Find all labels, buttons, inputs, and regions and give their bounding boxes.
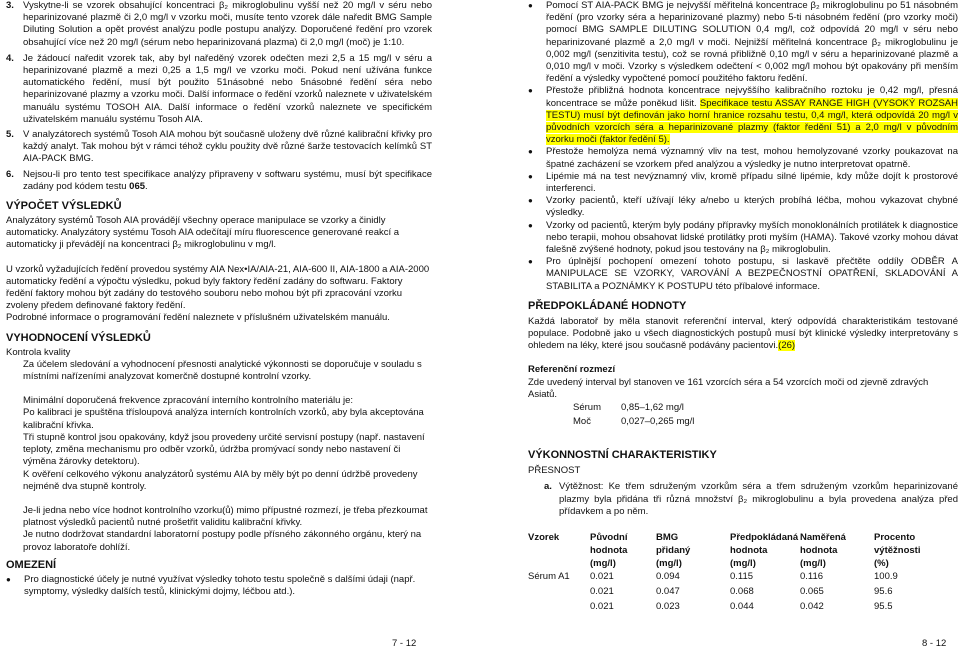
bullet-item — [528, 146, 958, 170]
item-text: Vyskytne-li se vzorek obsahující koncentraci β₂ mikroglobulinu vyšší než 20 mg/l v séru nebo heparinizované plazmě či 2,0 mg/l v vzorku moči, musíte tento vzorek dále naředit BMG Sample Diluting Solution a opět provést analýzu podle postupu analýzy. Doporučené ředění pro vzorek obsahující více než 20 mg/l (sérum nebo heparinizovaná plazma) či 2,0 mg/l (moč) je 1:10. — [23, 0, 432, 48]
recovery-table — [528, 532, 944, 616]
subheading-presnost: PŘESNOST — [528, 465, 581, 477]
numbered-item-5 — [6, 129, 432, 166]
paragraph: Podrobné informace o programování ředění naleznete v příslušném uživatelském manuálu. — [6, 312, 390, 324]
item-text: Nejsou-li pro tento test specifikace analýzy připraveny v softwaru systému, musí být specifikace zadány pod kódem testu 065. — [23, 168, 432, 192]
bullet-text: Přestože přibližná hodnota koncentrace nejvyššího kalibračního roztoku je 0,42 mg/l, přesná koncentrace se může poněkud lišit. Specifikace testu ASSAY RANGE HIGH (VYSOKÝ ROZSAH TESTU) musí být definován jako horní hranice rozsahu testu, 0,4 mg/l, která odpovídá 20 mg/l v původních vzorcích séra a heparinizované plazmy (faktor ředění 51) a 2,0 mg/l v původním vzorku moči (faktor ředění 5). — [546, 85, 958, 146]
page-number-left: 7 - 12 — [392, 637, 417, 649]
subheading-referencni-rozmezi: Referenční rozmezí — [528, 364, 616, 376]
bullet-icon: ● — [528, 257, 533, 267]
section-heading-vykonnostni: VÝKONNOSTNÍ CHARAKTERISTIKY — [528, 449, 717, 462]
bullet-text: Přestože hemolýza nemá významný vliv na test, mohou hemolyzované vzorky poukazovat na špatné zacházení se vzorkem před analýzou a výsledky je nutno interpretovat opatrně. — [546, 146, 958, 170]
item-number: 6. — [6, 168, 14, 180]
paragraph: Je-li jedna nebo více hodnot kontrolního vzorku(ů) mimo přípustné rozmezí, je třeba přezkoumat platnost výsledků pacientů nutné prošetřit validitu kalibrační křivky. — [23, 504, 428, 529]
bullet-icon: ● — [528, 220, 533, 230]
lettered-item-a — [528, 481, 958, 518]
page-number-right: 8 - 12 — [922, 637, 947, 649]
item-text: Výtěžnost: Ke třem sdruženým vzorkům séra a třem sdruženým vzorkům heparinizované plazmy byla přidána tři různá množství β₂ mikroglobulinu a byla provedena analýza před přídavkem a po něm. — [559, 481, 958, 517]
section-heading-predpokladane: PŘEDPOKLÁDANÉ HODNOTY — [528, 299, 687, 312]
paragraph: Zde uvedený interval byl stanoven ve 161 vzorcích séra a 54 vzorcích moči od zjevně zdravých Asiatů. — [528, 376, 929, 400]
paragraph: U vzorků vyžadujících ředění provedou systémy AIA Nex•IA/AIA-21, AIA-600 II, AIA-1800 a AIA-2000 automaticky ředění a výpočtu výsledku, pokud byly faktory ředění zadány do softwaru. Faktory ředění faktory mohou být zadány do testového souboru nebo mohou být při zpracování vzorku zvoleny předem definované faktory ředění. — [6, 263, 430, 312]
numbered-item-3 — [6, 0, 432, 49]
table-header-row: Vzorek Původní BMG Předpokládaná Naměřená Procento — [528, 531, 916, 543]
bullet-icon: ● — [528, 147, 533, 157]
bullet-item — [528, 195, 958, 219]
right-column — [528, 0, 958, 616]
table-header-row: (mg/l) (mg/l) (mg/l) (mg/l) (%) — [590, 557, 889, 569]
item-number: 5. — [6, 129, 14, 141]
paragraph: Každá laboratoř by měla stanovit referenční interval, který odpovídá charakteristikám testované populace. Podobně jako u všech diagnostických postupů musí být klinické výsledky interpretovány s ohledem na léky, které jsou současně podávány pacientovi.(26) — [528, 315, 958, 352]
bullet-item — [528, 256, 958, 293]
table-row: 0.021 0.023 0.044 0.042 95.5 — [590, 600, 893, 612]
table-header-row: hodnota přidaný hodnota hodnota výtěžnosti — [590, 544, 921, 556]
section-heading-vyhodnoceni: VYHODNOCENÍ VÝSLEDKŮ — [6, 331, 151, 344]
item-number: 4. — [6, 52, 14, 64]
bullet-text: Vzorky pacientů, kteří užívají léky a/nebo u kterých probíhá léčba, mohou vykazovat chybné výsledky. — [546, 195, 958, 219]
numbered-item-4 — [6, 53, 432, 126]
item-number: 3. — [6, 0, 14, 11]
paragraph: Za účelem sledování a vyhodnocení přesnosti analytické výkonnosti se doporučuje v souladu s místními nařízeními analyzovat komerčně dostupné kontrolní vzorky. — [23, 358, 422, 383]
item-letter: a. — [544, 481, 552, 493]
bullet-icon: ● — [528, 196, 533, 206]
numbered-item-6 — [6, 169, 432, 193]
paragraph: Minimální doporučená frekvence zpracování interního kontrolního materiálu je: — [23, 395, 354, 407]
bullet-item — [528, 171, 958, 195]
paragraph: Analyzátory systémů Tosoh AIA provádějí všechny operace manipulace se vzorky a činidly automaticky. Analyzátory systému Tosoh AIA odečítají míru fluorescence generované reakcí a automaticky ji převádějí na koncentraci β₂ mikroglobulinu v mg/l. — [6, 215, 400, 251]
table-row: 0.021 0.047 0.068 0.065 95.6 — [590, 585, 893, 597]
bullet-text: Pro diagnostické účely je nutné využívat výsledky tohoto testu společně s dalšími údaji (např. symptomy, výsledky dalších testů, klinickými dojmy, léčbou atd.). — [24, 573, 416, 597]
bullet-icon: ● — [528, 86, 533, 96]
bullet-icon: ● — [528, 171, 533, 181]
highlighted-text: Specifikace testu ASSAY RANGE HIGH (VYSOKÝ ROZSAH TESTU) musí být definován jako horní hranice rozsahu testu, 0,4 mg/l, která odpovídá 20 mg/l v původních vzorcích séra a heparinizované plazmy (faktor ředění 51) a 2,0 mg/l v původním vzorku moči (faktor ředění 5). — [546, 97, 958, 146]
test-code: 065 — [129, 180, 146, 192]
reference-row: Sérum 0,85–1,62 mg/l — [573, 402, 684, 414]
section-heading-vypocet: VÝPOČET VÝSLEDKŮ — [6, 200, 122, 213]
item-text: V analyzátorech systémů Tosoh AIA mohou být současně uloženy dvě různé kalibrační křivky pro každý analyt. Tak mohou být v rámci téhož cyklu použity dvě různé šarže testovacích kelímků ST AIA-PACK BMG. — [23, 129, 432, 165]
bullet-icon: ● — [528, 1, 533, 10]
paragraph: Po kalibraci je spuštěna třísloupová analýza interních kontrolních vzorků, aby byla akceptována kalibrační křivka. — [23, 407, 424, 431]
bullet-item — [6, 574, 432, 598]
bullet-item — [528, 0, 958, 85]
section-heading-omezeni: OMEZENÍ — [6, 558, 57, 571]
paragraph: Tři stupně kontrol jsou opakovány, když jsou provedeny určité servisní postupy (např. nastavení teploty, změna mechanismu pro odběr vzorků, údržba promývací sondy nebo nastavení či výměna žárovky detektoru). — [23, 431, 425, 468]
paragraph: Je nutno dodržovat standardní laboratorní postupy podle přísného zákonného orgánu, který na provoz laboratoře dohlíží. — [23, 529, 422, 553]
bullet-text: Pro úplnější pochopení omezení tohoto postupu, si laskavě přečtěte oddíly ODBĚR A MANIPULACE SE VZORKY, VAROVÁNÍ A BEZPEČNOSTNÍ OPATŘENÍ, SKLADOVÁNÍ A STABILITA a POZNÁMKY K POSTUPU této příbalové informace. — [546, 256, 958, 292]
table-row: Sérum A1 0.021 0.094 0.115 0.116 100.9 — [528, 570, 898, 582]
subheading-kontrola: Kontrola kvality — [6, 346, 71, 358]
left-column — [6, 0, 432, 598]
bullet-item — [528, 220, 958, 257]
reference-row: Moč 0,027–0,265 mg/l — [573, 416, 695, 428]
bullet-text: Lipémie má na test nevýznamný vliv, kromě případu silné lipémie, kdy může dojít k prostorové interferenci. — [546, 170, 958, 195]
bullet-icon: ● — [6, 574, 11, 584]
item-text: Je žádoucí naředit vzorek tak, aby byl naředěný vzorek odečten mezi 2,5 a 15 mg/l v séru a heparinizované plazmě a mezi 0,25 a 1,5 mg/l ve vzorku moči. Pokud není užívána funkce automatického ředění, musí být použito 51násobné nebo 5násobné ředění séra nebo heparinizované plazmy a vzorku moči. Další informace o ředění vzorků naleznete v uživatelském manuálu systému TOSOH AIA. Další informace o ředění vzorků naleznete ve specifickém uživatelském manuálu systému Tosoh AIA. — [23, 52, 432, 125]
reference-values — [528, 402, 958, 430]
reference-citation: (26) — [778, 340, 796, 352]
paragraph: K ověření celkového výkonu analyzátorů systému AIA by měly být po denní údržbě provedeny nejméně dva stupně kontroly. — [23, 468, 418, 492]
bullet-text: Vzorky od pacientů, kterým byly podány přípravky myších monoklonálních protilátek k diagnostice nebo terapii, mohou obsahovat lidské protilátky proti myším (HAMA). Takové vzorky mohou dávat falešně zvýšené hodnoty, pokud jsou testovány na β₂ mikroglobulin. — [546, 219, 958, 256]
bullet-item — [528, 85, 958, 146]
bullet-text: Pomocí ST AIA-PACK BMG je nejvyšší měřitelná koncentrace β₂ mikroglobulinu po 51 násobném ředění (pro vzorky séra a heparinizované plazmy) nebo 5-ti násobném ředění (pro vzorky moči) pomocí BMG SAMPLE DILUTING SOLUTION 0,4 mg/l, což odpovídá 20 mg/l v séru nebo heparinizované plazmě a 2,0 mg/l v moči. Nejnižší měřitelná koncentrace β₂ mikroglobulinu je 0,002 mg/l (senzitivita testu), což se rovná přibližně 0,10 mg/l v séru a heparinizované plazmě a 0,010 mg/l v moči. Vzorky s výsledkem odečtení < 0,002 mg/l mohou být opakovány při menším ředění a výsledky vypočtené pomocí použitého faktoru ředění. — [546, 0, 958, 85]
